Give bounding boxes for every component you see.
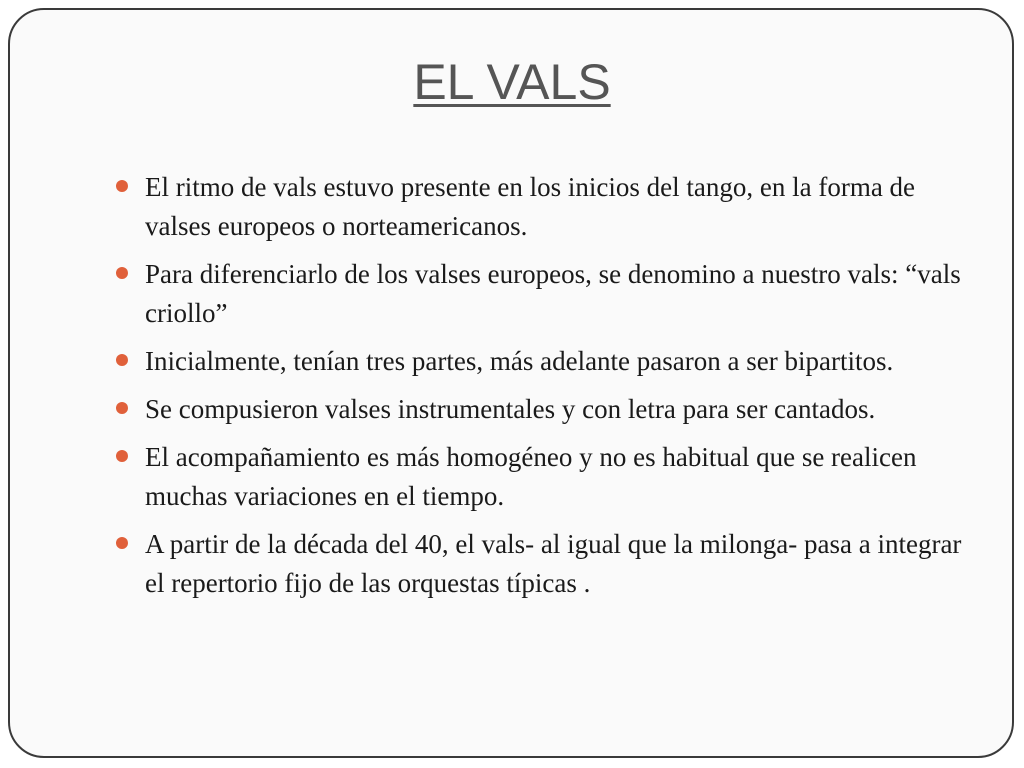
bullet-dot-icon <box>116 450 128 462</box>
bullet-item <box>112 390 972 429</box>
bullet-text: A partir de la década del 40, el vals- al igual que la milonga- pasa a integrar el repertorio fijo de las orquestas típicas . <box>145 529 962 598</box>
bullet-dot-icon <box>116 354 128 366</box>
bullet-dot-icon <box>116 537 128 549</box>
bullet-text: Para diferenciarlo de los valses europeos, se denomino a nuestro vals: “vals criollo” <box>145 259 961 328</box>
slide-title <box>0 52 1024 112</box>
bullet-item <box>112 525 972 603</box>
bullet-item <box>112 342 972 381</box>
bullet-dot-icon <box>116 180 128 192</box>
bullet-list <box>112 168 972 612</box>
bullet-dot-icon <box>116 402 128 414</box>
bullet-item <box>112 438 972 516</box>
bullet-item <box>112 255 972 333</box>
bullet-item <box>112 168 972 246</box>
bullet-text: El ritmo de vals estuvo presente en los inicios del tango, en la forma de valses europeos o norteamericanos. <box>145 172 916 241</box>
slide-title-text: EL VALS <box>413 54 611 110</box>
bullet-text: Inicialmente, tenían tres partes, más adelante pasaron a ser bipartitos. <box>145 346 894 376</box>
bullet-dot-icon <box>116 267 128 279</box>
bullet-text: Se compusieron valses instrumentales y con letra para ser cantados. <box>145 394 876 424</box>
bullet-text: El acompañamiento es más homogéneo y no es habitual que se realicen muchas variaciones en el tiempo. <box>145 442 917 511</box>
